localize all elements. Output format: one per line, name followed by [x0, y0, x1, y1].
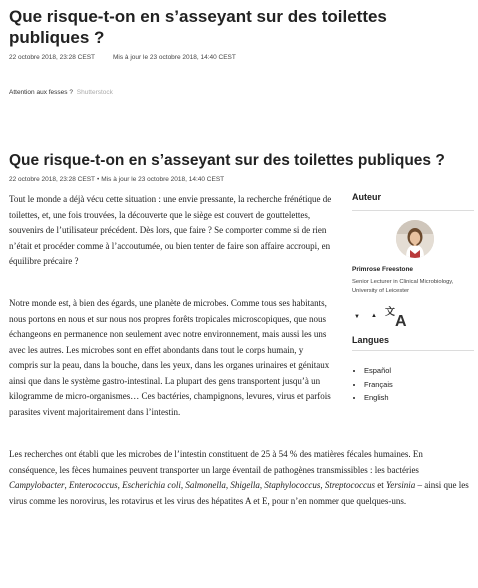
p3-species: Escherichia coli — [122, 480, 181, 490]
p3-species: Staphylococcus — [264, 480, 321, 490]
svg-text:文: 文 — [385, 307, 395, 318]
meta-separator: • — [97, 176, 100, 183]
article-published-date: 22 octobre 2018, 23:28 CEST — [9, 176, 96, 183]
caret-down-icon[interactable]: ▼ — [354, 314, 360, 320]
p3-species: Streptococcus — [324, 480, 376, 490]
p3-species: Yersinia — [386, 480, 416, 490]
header-meta — [9, 54, 236, 61]
sidebar — [352, 192, 474, 402]
p3-text: , — [320, 480, 325, 490]
caret-up-icon[interactable]: ▲ — [371, 313, 377, 319]
p3-species: Campylobacter — [9, 480, 65, 490]
p3-text: , — [117, 480, 123, 490]
article-meta — [9, 176, 224, 183]
author-divider — [352, 210, 474, 211]
article-paragraph-1: Tout le monde a déjà vécu cette situation : une envie pressante, la recherche frénétique de toilettes, et, une fois trouvées, la découverte que le siège est couvert de gouttelettes, souvenirs de l’utilisateur précédent. Dès lors, que faire ? Se comporter comme si de rien n’était et procéder comme à l’accoutumée, ou bien tenter de faire son affaire accroupi, en équilibre précaire ? — [9, 194, 332, 266]
languages-divider — [352, 350, 474, 351]
language-list — [352, 364, 393, 405]
author-photo — [396, 220, 434, 258]
article-paragraph-3 — [9, 447, 469, 509]
p3-text: , — [64, 480, 69, 490]
page-title: Que risque-t-on en s’asseyant sur des toilettes publiques ? — [9, 7, 387, 47]
author-name[interactable]: Primrose Freestone — [352, 266, 414, 273]
language-switcher[interactable] — [352, 305, 474, 327]
translate-icon[interactable] — [384, 305, 412, 327]
svg-text:A: A — [395, 313, 407, 327]
author-avatar[interactable] — [396, 220, 434, 258]
p3-text: – ainsi que les virus comme les norovirus, les rotavirus et les virus des hépatites A et E, pour n’en nommer que quelques-uns. — [9, 480, 469, 506]
updated-date: Mis à jour le 23 octobre 2018, 14:40 CEST — [113, 54, 236, 61]
p3-text: Les recherches ont établi que les microbes de l’intestin constituent de 25 à 54 % des matières fécales humaines. En conséquence, les fèces humaines peuvent transporter un large éventail de pathogènes transmissibles : les bactéries — [9, 449, 423, 475]
languages-heading: Langues — [352, 335, 390, 345]
p3-text: et — [375, 480, 387, 490]
article-paragraph-2: Notre monde est, à bien des égards, une planète de microbes. Comme tous ses habitants, nous portons en nous et sur nous nos propres forêts tropicales microscopiques, que nous échangeons en permanence non seulement avec notre environnement, mais aussi les uns avec les autres. Les microbes sont en effet abondants dans tout le corps humain, y compris sur la peau, dans la bouche, dans les yeux, dans les organes urinaires et génitaux ainsi que dans le système gastro-intestinal. La plupart des gens transportent jusqu’à un kilogramme de micro-organismes… Ces bactéries, champignons, levures, virus et parfois parasites vivent majoritairement dans l’intestin. — [9, 298, 331, 417]
article-updated-date: Mis à jour le 23 octobre 2018, 14:40 CEST — [101, 176, 225, 183]
p3-text: , — [225, 480, 231, 490]
author-role: Senior Lecturer in Clinical Microbiology, University of Leicester — [352, 279, 454, 294]
p3-text: , — [259, 480, 265, 490]
p3-text: , — [180, 480, 186, 490]
published-date: 22 octobre 2018, 23:28 CEST — [9, 54, 96, 61]
language-link-english[interactable]: • English — [364, 391, 393, 405]
article-title: Que risque-t-on en s’asseyant sur des toilettes publiques ? — [9, 152, 445, 169]
p3-species: Enterococcus — [69, 480, 118, 490]
p3-species: Shigella — [230, 480, 260, 490]
author-heading: Auteur — [352, 192, 381, 202]
image-credit: Shutterstock — [76, 89, 113, 96]
language-link-espanol[interactable]: • Español — [364, 364, 393, 378]
p3-species: Salmonella — [185, 480, 226, 490]
image-caption — [9, 89, 113, 96]
language-link-francais[interactable]: • Français — [364, 378, 393, 392]
caption-text: Attention aux fesses ? — [9, 89, 73, 96]
